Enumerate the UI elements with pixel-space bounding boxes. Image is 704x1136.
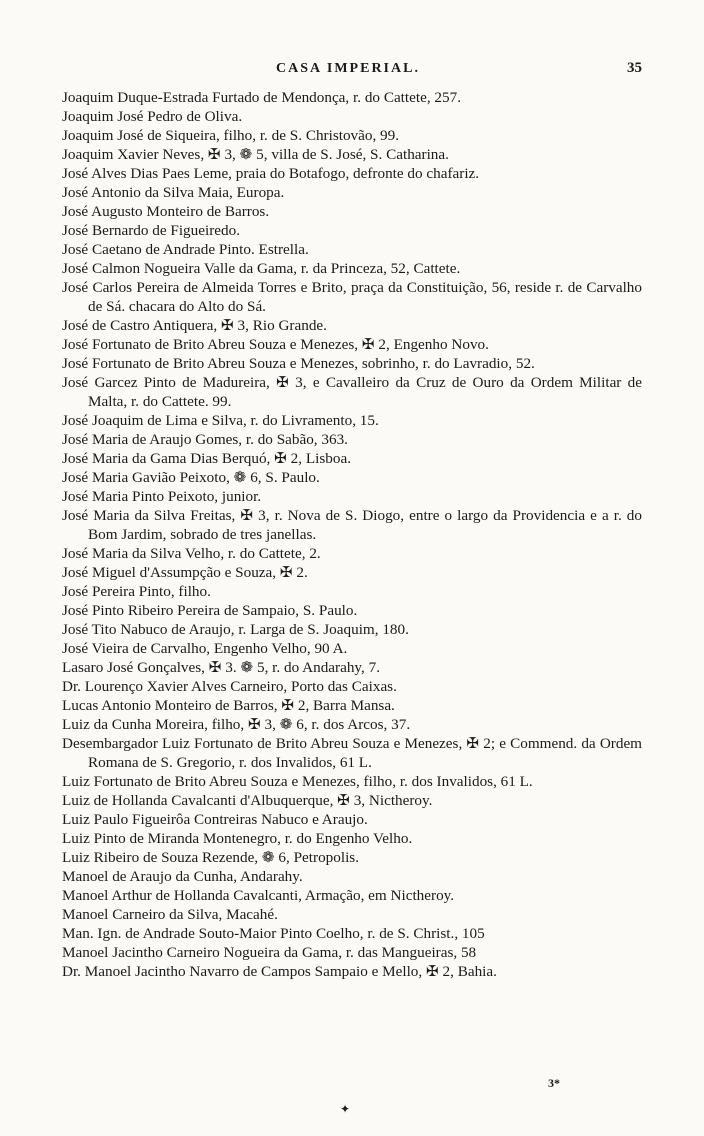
list-item: Desembargador Luiz Fortunato de Brito Abreu Souza e Menezes, ✠ 2; e Commend. da Ordem Romana de S. Gregorio, r. dos Invalidos, 61 L. bbox=[62, 735, 642, 771]
list-item: Luiz Fortunato de Brito Abreu Souza e Menezes, filho, r. dos Invalidos, 61 L. bbox=[62, 773, 533, 790]
list-item: Manoel Jacintho Carneiro Nogueira da Gama, r. das Mangueiras, 58 bbox=[62, 944, 477, 961]
list-item: José Miguel d'Assumpção e Souza, ✠ 2. bbox=[62, 564, 308, 581]
list-item: José Carlos Pereira de Almeida Torres e Brito, praça da Constituição, 56, reside r. de Carvalho de Sá. chacara do Alto do Sá. bbox=[62, 279, 642, 315]
page-title: CASA IMPERIAL. bbox=[276, 61, 420, 76]
list-item: José Maria Gavião Peixoto, ❁ 6, S. Paulo. bbox=[62, 469, 320, 486]
list-item: Luiz da Cunha Moreira, filho, ✠ 3, ❁ 6, r. dos Arcos, 37. bbox=[62, 716, 411, 733]
list-item: José Calmon Nogueira Valle da Gama, r. da Princeza, 52, Cattete. bbox=[62, 260, 461, 277]
list-item: Dr. Lourenço Xavier Alves Carneiro, Porto das Caixas. bbox=[62, 678, 397, 695]
list-item: José Caetano de Andrade Pinto. Estrella. bbox=[62, 241, 309, 258]
list-item: Lucas Antonio Monteiro de Barros, ✠ 2, Barra Mansa. bbox=[62, 697, 395, 714]
list-item: José Maria da Silva Freitas, ✠ 3, r. Nova de S. Diogo, entre o largo da Providencia e a r. do Bom Jardim, sobrado de tres janellas. bbox=[62, 507, 642, 543]
list-item: José Pereira Pinto, filho. bbox=[62, 583, 211, 600]
list-item: José Antonio da Silva Maia, Europa. bbox=[62, 184, 285, 201]
list-item: Luiz Paulo Figueirôa Contreiras Nabuco e Araujo. bbox=[62, 811, 368, 828]
list-item: José Garcez Pinto de Madureira, ✠ 3, e Cavalleiro da Cruz de Ouro da Ordem Militar de Malta, r. do Cattete. 99. bbox=[62, 374, 642, 410]
list-item: José Alves Dias Paes Leme, praia do Botafogo, defronte do chafariz. bbox=[62, 165, 480, 182]
list-item: Lasaro José Gonçalves, ✠ 3. ❁ 5, r. do Andarahy, 7. bbox=[62, 659, 381, 676]
list-item: José Maria da Silva Velho, r. do Cattete, 2. bbox=[62, 545, 321, 562]
signature-mark: 3* bbox=[548, 1076, 560, 1090]
list-item: Manoel Carneiro da Silva, Macahé. bbox=[62, 906, 278, 923]
list-item: José Tito Nabuco de Araujo, r. Larga de S. Joaquim, 180. bbox=[62, 621, 409, 638]
list-item: Man. Ign. de Andrade Souto-Maior Pinto Coelho, r. de S. Christ., 105 bbox=[62, 925, 485, 942]
list-item: José de Castro Antiquera, ✠ 3, Rio Grande. bbox=[62, 317, 327, 334]
list-item: Joaquim Duque-Estrada Furtado de Mendonça, r. do Cattete, 257. bbox=[62, 89, 461, 106]
page-number: 35 bbox=[627, 60, 642, 76]
list-item: José Fortunato de Brito Abreu Souza e Menezes, sobrinho, r. do Lavradio, 52. bbox=[62, 355, 535, 372]
list-item: Joaquim José Pedro de Oliva. bbox=[62, 108, 243, 125]
list-item: José Augusto Monteiro de Barros. bbox=[62, 203, 270, 220]
list-item: José Joaquim de Lima e Silva, r. do Livramento, 15. bbox=[62, 412, 379, 429]
list-item: Luiz de Hollanda Cavalcanti d'Albuquerque, ✠ 3, Nictheroy. bbox=[62, 792, 433, 809]
list-item: José Fortunato de Brito Abreu Souza e Menezes, ✠ 2, Engenho Novo. bbox=[62, 336, 489, 353]
list-item: Luiz Pinto de Miranda Montenegro, r. do Engenho Velho. bbox=[62, 830, 413, 847]
list-item: José Maria de Araujo Gomes, r. do Sabão, 363. bbox=[62, 431, 348, 448]
list-item: Joaquim José de Siqueira, filho, r. de S. Christovão, 99. bbox=[62, 127, 400, 144]
ornament-icon: ✦ bbox=[340, 1102, 351, 1116]
entry-list bbox=[62, 88, 642, 981]
list-item: Dr. Manoel Jacintho Navarro de Campos Sampaio e Mello, ✠ 2, Bahia. bbox=[62, 963, 497, 980]
list-item: Manoel Arthur de Hollanda Cavalcanti, Armação, em Nictheroy. bbox=[62, 887, 455, 904]
list-item: Manoel de Araujo da Cunha, Andarahy. bbox=[62, 868, 303, 885]
list-item: José Bernardo de Figueiredo. bbox=[62, 222, 240, 239]
list-item: José Pinto Ribeiro Pereira de Sampaio, S. Paulo. bbox=[62, 602, 358, 619]
list-item: José Maria Pinto Peixoto, junior. bbox=[62, 488, 262, 505]
list-item: Joaquim Xavier Neves, ✠ 3, ❁ 5, villa de S. José, S. Catharina. bbox=[62, 146, 449, 163]
list-item: Luiz Ribeiro de Souza Rezende, ❁ 6, Petropolis. bbox=[62, 849, 360, 866]
list-item: José Vieira de Carvalho, Engenho Velho, 90 A. bbox=[62, 640, 348, 657]
list-item: José Maria da Gama Dias Berquó, ✠ 2, Lisboa. bbox=[62, 450, 351, 467]
page-header bbox=[62, 58, 642, 82]
